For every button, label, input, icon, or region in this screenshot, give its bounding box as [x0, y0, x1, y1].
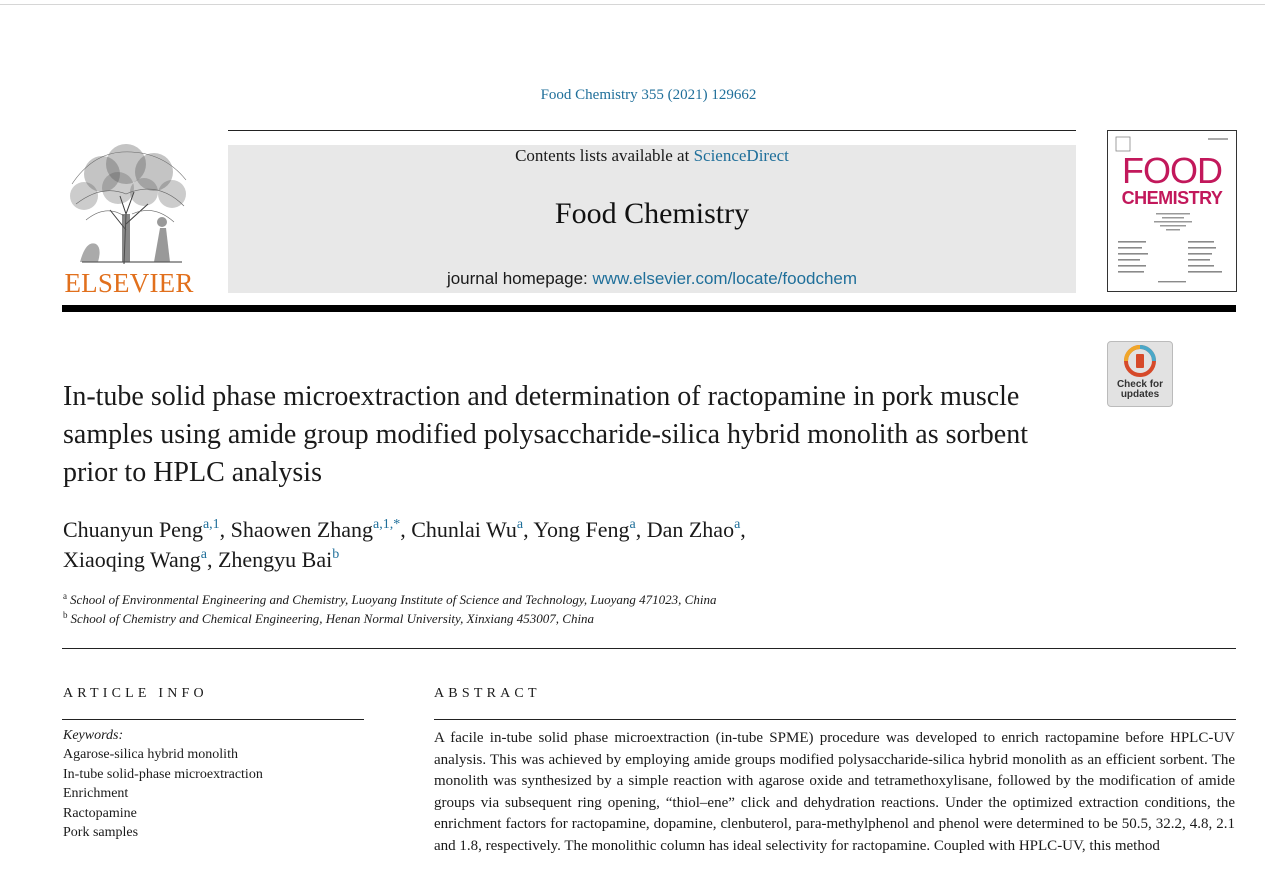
keywords-label: Keywords: [63, 728, 124, 743]
abstract-heading: ABSTRACT [434, 686, 541, 701]
crossmark-icon [1108, 342, 1172, 380]
abstract-text: A facile in-tube solid phase microextraction (in-tube SPME) procedure was developed to enrich ractopamine before HPLC-UV analysis. This was achieved by employing amide groups modified polysaccharide-silica hybrid monolith as an efficient sorbent. The monolith was synthesized by a simple reaction with agarose oxide and tetramethoxylisane, followed by the modification of amide groups via subsequent ring opening, “thiol–ene” click and dehydration reactions. Under the optimized extraction conditions, the enrichment factors for ractopamine, dopamine, clenbuterol, para-methylphenol and phenol were determined to be 50.5, 32.2, 4.8, 2.1 and 1.8, respectively. The monolithic column has ideal selectivity for ractopamine. Coupled with HPLC-UV, this method [434, 730, 1235, 854]
keyword-item: Agarose-silica hybrid monolith [63, 747, 238, 763]
contents-prefix: Contents lists available at [515, 146, 694, 165]
author-list [63, 515, 1063, 575]
abstract-rule [434, 719, 1236, 720]
author-name: Chunlai Wu [411, 517, 517, 542]
affiliation-text: School of Environmental Engineering and Chemistry, Luoyang Institute of Science and Technology, Luoyang 471023, China [70, 592, 717, 607]
contents-line [228, 146, 1076, 166]
top-border [0, 4, 1265, 5]
elsevier-tree-icon [62, 144, 196, 268]
keyword-item: Pork samples [63, 825, 139, 841]
keyword-item: Ractopamine [63, 805, 137, 821]
author-2[interactable] [231, 517, 412, 542]
homepage-prefix: journal homepage: [446, 269, 593, 288]
author-separator: , [635, 517, 647, 542]
author-affil-marker[interactable]: a [200, 547, 207, 562]
header-thick-rule [62, 305, 1236, 312]
author-separator: , [740, 517, 746, 542]
affiliation-a [63, 592, 716, 608]
cover-chemistry-text: CHEMISTRY [1121, 188, 1223, 208]
author-name: Zhengyu Bai [217, 547, 333, 572]
affiliation-text: School of Chemistry and Chemical Engineering, Henan Normal University, Xinxiang 453007, China [70, 611, 595, 626]
affiliation-mark: a [63, 591, 67, 601]
crossmark-line1: Check for [1116, 379, 1164, 390]
author-1[interactable] [63, 517, 231, 542]
author-separator: , [219, 517, 231, 542]
author-name: Chuanyun Peng [63, 517, 203, 542]
keywords-block [63, 726, 263, 842]
author-affil-marker[interactable]: a,1 [202, 517, 220, 532]
journal-title: Food Chemistry [554, 197, 750, 230]
journal-cover[interactable] [1107, 130, 1237, 292]
author-separator: , [400, 517, 412, 542]
author-affil-marker[interactable]: a [734, 517, 741, 532]
author-separator: , [206, 547, 218, 572]
check-for-updates-label [1108, 380, 1172, 400]
author-name: Xiaoqing Wang [63, 547, 201, 572]
affiliation-b [63, 611, 594, 627]
author-6[interactable] [63, 547, 218, 572]
keyword-item: Enrichment [63, 786, 129, 802]
author-affil-marker[interactable]: a [516, 517, 524, 532]
author-affil-marker[interactable]: a,1,* [373, 517, 401, 532]
affiliation-rule [62, 648, 1236, 649]
sciencedirect-link[interactable]: ScienceDirect [693, 146, 789, 165]
cover-food-text: FOOD [1122, 150, 1222, 191]
author-separator: , [523, 517, 534, 542]
author-5[interactable] [647, 517, 746, 542]
author-name: Dan Zhao [646, 517, 735, 542]
author-name: Yong Feng [533, 517, 630, 542]
check-for-updates-button[interactable] [1107, 341, 1173, 407]
author-name: Shaowen Zhang [230, 517, 374, 542]
author-4[interactable] [533, 517, 646, 542]
homepage-line [228, 269, 1076, 289]
header-rule [228, 130, 1076, 131]
journal-banner [228, 145, 1076, 293]
journal-citation[interactable]: Food Chemistry 355 (2021) 129662 [540, 87, 757, 103]
keyword-item: In-tube solid-phase microextraction [63, 766, 263, 782]
affiliation-mark: b [63, 610, 68, 620]
author-7[interactable] [218, 547, 339, 572]
author-3[interactable] [411, 517, 533, 542]
homepage-link[interactable]: www.elsevier.com/locate/foodchem [592, 269, 858, 288]
crossmark-line2: updates [1120, 389, 1160, 400]
article-info-rule [62, 719, 364, 720]
article-info-heading: ARTICLE INFO [63, 686, 208, 701]
elsevier-wordmark: ELSEVIER [64, 268, 194, 298]
author-affil-marker[interactable]: b [332, 547, 340, 562]
article-title: In-tube solid phase microextraction and determination of ractopamine in pork muscle samples using amide group modified polysaccharide-silica hybrid monolith as sorbent prior to HPLC analysis [63, 381, 1029, 488]
author-affil-marker[interactable]: a [629, 517, 636, 532]
